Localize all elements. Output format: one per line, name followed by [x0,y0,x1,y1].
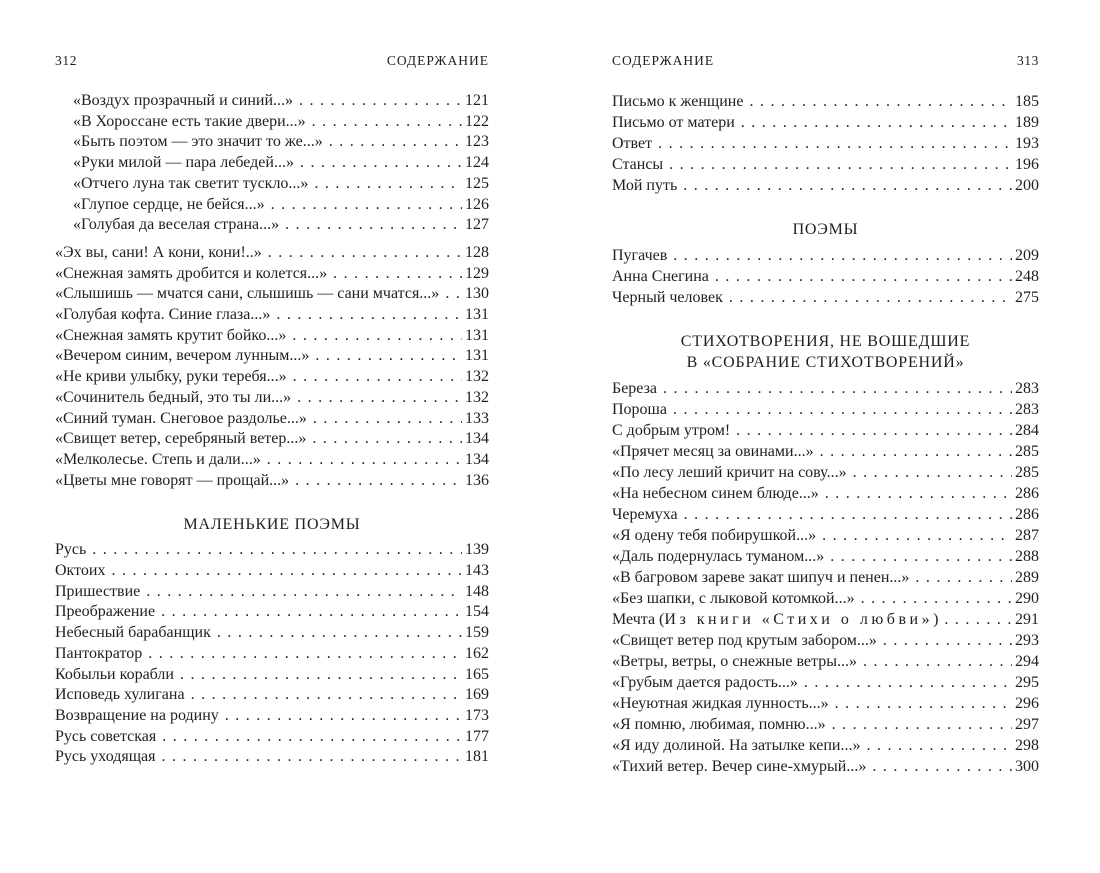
dot-leader [861,588,1012,609]
toc-entry-title: «Тихий ветер. Вечер сине-хмурый...» [612,758,867,775]
toc-entry-title: «Без шапки, с лыковой котомкой...» [612,590,855,607]
toc-entry-page: 132 [465,368,489,386]
dot-leader [225,706,462,727]
toc-entry-page: 132 [465,388,489,406]
dot-leader [217,623,462,644]
toc-entry-title: Черемуха [612,506,678,523]
toc-entry-page: 134 [465,450,489,468]
toc-entry [55,665,489,686]
toc-entry [55,91,489,112]
toc-entry-title: Октоих [55,562,106,580]
toc-entry-page: 291 [1015,611,1039,628]
dot-leader [715,266,1012,287]
toc-entry-title: Кобыльи корабли [55,665,174,683]
toc-entry [55,747,489,768]
toc-entry-title: Мой путь [612,177,678,194]
dot-leader [292,326,462,347]
toc-entry-page: 290 [1015,590,1039,607]
dot-leader [312,112,462,133]
toc-entry-page: 295 [1015,674,1039,691]
dot-leader [315,346,462,367]
toc-entry-page: 148 [465,582,489,600]
toc-entry [55,326,489,347]
toc-entry [612,378,1039,399]
section-heading [55,514,489,535]
dot-leader [267,450,462,471]
dot-leader [835,693,1012,714]
toc-entry [612,287,1039,308]
toc-entry-page: 130 [465,285,489,303]
dot-leader [293,367,462,388]
dot-leader [673,245,1012,266]
dot-leader [161,602,462,623]
dot-leader [684,504,1012,525]
toc-entry-page: 128 [465,243,489,261]
toc-entry [55,112,489,133]
section-heading-line: СТИХОТВОРЕНИЯ, НЕ ВОШЕДШИЕ [680,333,971,350]
dot-leader [741,112,1012,133]
toc-entry-title: «Прячет месяц за овинами...» [612,443,814,460]
toc-entry-page: 173 [465,706,489,724]
dot-leader [333,264,462,285]
toc-column-right [612,91,1039,777]
dot-leader [312,429,462,450]
toc-entry [55,706,489,727]
section-heading [612,331,1039,373]
toc-entry-page: 285 [1015,443,1039,460]
dot-leader [329,132,462,153]
dot-leader [663,378,1012,399]
toc-entry-title: «Эх вы, сани! А кони, кони!..» [55,243,262,261]
dot-leader [295,471,462,492]
dot-leader [445,284,462,305]
toc-entry-title: Пришествие [55,582,141,600]
toc-entry [55,450,489,471]
dot-leader [285,215,462,236]
toc-entry-page: 287 [1015,527,1039,544]
toc-entry-title-spaced: Из книги «Стихи о любви» [664,611,934,628]
toc-entry-page: 283 [1015,401,1039,418]
toc-entry-title: «Снежная замять дробится и колется...» [55,264,328,282]
toc-entry-page: 133 [465,409,489,427]
toc-entry-title: Пугачев [612,247,668,264]
toc-entry-title: «Воздух прозрачный и синий...» [73,92,294,109]
toc-entry [612,567,1039,588]
dot-leader [804,672,1012,693]
toc-entry [612,546,1039,567]
toc-entry-title: «Свищет ветер под крутым забором...» [612,632,877,649]
toc-entry-title: «Сочинитель бедный, это ты ли...» [55,388,292,406]
toc-entry-page: 123 [465,133,489,151]
toc-entry-page: 181 [465,748,489,766]
toc-section [612,91,1039,196]
toc-entry-title: Преображение [55,603,156,621]
toc-entry-page: 131 [465,347,489,365]
dot-leader [673,399,1012,420]
dot-leader [92,540,462,561]
toc-entry-title: Русь уходящая [55,748,156,766]
toc-column-left [55,91,489,768]
dot-leader [313,409,462,430]
dot-leader [146,582,462,603]
toc-entry-title: Небесный барабанщик [55,624,211,642]
toc-entry [612,420,1039,441]
toc-entry [612,630,1039,651]
dot-leader [162,747,462,768]
toc-entry [612,714,1039,735]
toc-entry [55,195,489,216]
toc-entry [55,346,489,367]
toc-entry-title: Береза [612,380,658,397]
toc-entry [612,651,1039,672]
toc-entry-page: 177 [465,727,489,745]
toc-entry [55,471,489,492]
page-right [612,53,1039,777]
toc-entry [612,756,1039,777]
toc-entry-title-suffix: ) [933,611,939,628]
toc-entry-title: Русь [55,541,87,559]
dot-leader [297,388,462,409]
toc-entry-title: Пантократор [55,644,143,662]
folio-number: 312 [55,53,78,68]
toc-entry-title: «Я иду долиной. На затылке кепи...» [612,737,861,754]
toc-entry [55,132,489,153]
dot-leader [683,175,1012,196]
toc-entry-title: «Свищет ветер, серебряный ветер...» [55,430,307,448]
toc-entry [612,245,1039,266]
toc-entry [612,504,1039,525]
toc-section [55,243,489,491]
dot-leader [658,133,1012,154]
toc-entry-page: 131 [465,306,489,324]
toc-entry-page: 189 [1015,114,1039,131]
toc-entry-title: Анна Снегина [612,268,709,285]
dot-leader [872,756,1012,777]
dot-leader [832,714,1012,735]
toc-entry [55,409,489,430]
toc-entry [55,644,489,665]
toc-entry [612,672,1039,693]
dot-leader [191,685,462,706]
toc-entry-title: «Ветры, ветры, о снежные ветры...» [612,653,857,670]
toc-section [55,540,489,768]
toc-entry [55,305,489,326]
toc-entry-title: Пороша [612,401,667,418]
toc-entry-title: «В багровом зареве закат шипуч и пенен...» [612,569,910,586]
toc-entry-title: «Я помню, любимая, помню...» [612,716,826,733]
toc-entry-title: «Глупое сердце, не бейся...» [73,195,265,213]
dot-leader [300,153,462,174]
toc-entry-title: «Снежная замять крутит бойко...» [55,326,287,344]
toc-entry-title: Стансы [612,156,664,173]
toc-entry-title: «Голубая да веселая страна...» [73,216,280,234]
dot-leader [314,174,462,195]
toc-entry-page: 185 [1015,93,1039,110]
toc-entry-page: 294 [1015,653,1039,670]
toc-entry [612,525,1039,546]
toc-entry [612,133,1039,154]
toc-entry-title [612,609,938,630]
toc-entry-page: 284 [1015,422,1039,439]
toc-entry [55,284,489,305]
dot-leader [148,644,462,665]
toc-entry [55,264,489,285]
toc-entry-page: 248 [1015,268,1039,285]
toc-entry-page: 298 [1015,737,1039,754]
dot-leader [180,665,462,686]
dot-leader [268,243,462,264]
toc-entry-page: 162 [465,644,489,662]
toc-entry-page: 154 [465,603,489,621]
toc-entry-page: 193 [1015,135,1039,152]
toc-entry-page: 286 [1015,506,1039,523]
toc-entry-title: «Грубым дается радость...» [612,674,798,691]
toc-entry-page: 165 [465,665,489,683]
toc-entry-page: 169 [465,686,489,704]
toc-entry-page: 296 [1015,695,1039,712]
folio-number: 313 [1016,53,1039,68]
page-header-left [55,53,489,69]
toc-entry [612,609,1039,630]
dot-leader [749,91,1012,112]
toc-entry-title: «Отчего луна так светит тускло...» [73,174,309,192]
toc-entry-title: Письмо к женщине [612,93,744,110]
toc-entry [55,582,489,603]
toc-entry-title: Письмо от матери [612,114,735,131]
toc-entry [612,175,1039,196]
toc-entry-page: 275 [1015,289,1039,306]
toc-entry [612,399,1039,420]
toc-entry-page: 283 [1015,380,1039,397]
toc-entry-title: «На небесном синем блюде...» [612,485,819,502]
toc-entry-page: 129 [465,264,489,282]
toc-section [612,245,1039,308]
toc-entry [55,623,489,644]
toc-entry-title: «По лесу леший кричит на сову...» [612,464,847,481]
dot-leader [162,727,462,748]
toc-entry-title: «Мелколесье. Степь и дали...» [55,450,261,468]
toc-entry-title: С добрым утром! [612,422,731,439]
toc-entry [55,388,489,409]
section-heading-line: В «СОБРАНИЕ СТИХОТВОРЕНИЙ» [686,354,965,371]
running-head: СОДЕРЖАНИЕ [386,53,489,68]
toc-entry-page: 134 [465,430,489,448]
dot-leader [822,525,1012,546]
toc-entry [55,215,489,236]
toc-entry-page: 143 [465,562,489,580]
dot-leader [825,483,1012,504]
toc-entry-page: 300 [1015,758,1039,775]
toc-entry-page: 136 [465,471,489,489]
dot-leader [276,305,462,326]
toc-entry-title: Исповедь хулигана [55,686,185,704]
dot-leader [111,561,462,582]
toc-entry-title: Русь советская [55,727,157,745]
section-heading-line: МАЛЕНЬКИЕ ПОЭМЫ [183,516,361,534]
toc-entry [612,154,1039,175]
toc-entry-page: 285 [1015,464,1039,481]
toc-entry-title: «Не криви улыбку, руки теребя...» [55,368,287,386]
running-head: СОДЕРЖАНИЕ [612,53,715,68]
dot-leader [863,651,1012,672]
toc-entry-title: «В Хороссане есть такие двери...» [73,112,306,130]
toc-entry-page: 131 [465,326,489,344]
toc-entry-page: 293 [1015,632,1039,649]
dot-leader [883,630,1012,651]
toc-entry [55,540,489,561]
page-header-right [612,53,1039,69]
toc-entry-page: 126 [465,195,489,213]
toc-entry-page: 289 [1015,569,1039,586]
toc-entry [612,441,1039,462]
toc-entry-page: 124 [465,154,489,172]
toc-section [55,91,489,236]
toc-entry-title: Ответ [612,135,653,152]
toc-entry-page: 200 [1015,177,1039,194]
toc-entry-title: «Руки милой — пара лебедей...» [73,154,294,172]
section-heading [612,219,1039,240]
toc-entry-page: 159 [465,624,489,642]
toc-section [612,378,1039,777]
section-heading-line: ПОЭМЫ [792,221,859,238]
toc-entry [612,266,1039,287]
toc-entry-page: 297 [1015,716,1039,733]
toc-entry-page: 196 [1015,156,1039,173]
toc-entry-page: 127 [465,216,489,234]
toc-entry-title-prefix: Мечта ( [612,611,665,628]
toc-entry [612,693,1039,714]
toc-entry-page: 209 [1015,247,1039,264]
toc-entry [612,483,1039,504]
toc-entry-page: 139 [465,541,489,559]
dot-leader [736,420,1012,441]
dot-leader [944,609,1012,630]
toc-entry [55,727,489,748]
toc-entry [55,685,489,706]
toc-entry [612,91,1039,112]
toc-entry-title: «Голубая кофта. Синие глаза...» [55,306,271,324]
toc-entry [55,429,489,450]
toc-entry-title: Черный человек [612,289,723,306]
dot-leader [915,567,1012,588]
toc-entry-title: «Я одену тебя побирушкой...» [612,527,817,544]
dot-leader [820,441,1012,462]
toc-entry-page: 288 [1015,548,1039,565]
dot-leader [729,287,1012,308]
toc-entry-page: 286 [1015,485,1039,502]
toc-entry [55,367,489,388]
toc-entry-title: Возвращение на родину [55,706,219,724]
toc-entry [612,462,1039,483]
toc-entry-page: 125 [465,174,489,192]
dot-leader [271,195,462,216]
toc-entry-page: 122 [465,112,489,130]
dot-leader [299,91,462,112]
dot-leader [830,546,1012,567]
dot-leader [853,462,1012,483]
toc-entry [612,588,1039,609]
toc-entry-title: «Даль подернулась туманом...» [612,548,825,565]
dot-leader [669,154,1012,175]
toc-entry-title: «Слышишь — мчатся сани, слышишь — сани мчатся...» [55,285,440,303]
toc-entry-page: 121 [465,92,489,109]
toc-entry-title: «Неуютная жидкая лунность...» [612,695,829,712]
page-left [55,53,489,768]
toc-entry [612,112,1039,133]
toc-entry-title: «Цветы мне говорят — прощай...» [55,471,290,489]
toc-entry [612,735,1039,756]
dot-leader [866,735,1012,756]
toc-entry [55,243,489,264]
toc-entry [55,153,489,174]
toc-entry [55,561,489,582]
toc-entry [55,602,489,623]
toc-entry-title: «Быть поэтом — это значит то же...» [73,133,323,151]
toc-entry [55,174,489,195]
toc-entry-title: «Синий туман. Снеговое раздолье...» [55,409,307,427]
toc-entry-title: «Вечером синим, вечером лунным...» [55,347,310,365]
